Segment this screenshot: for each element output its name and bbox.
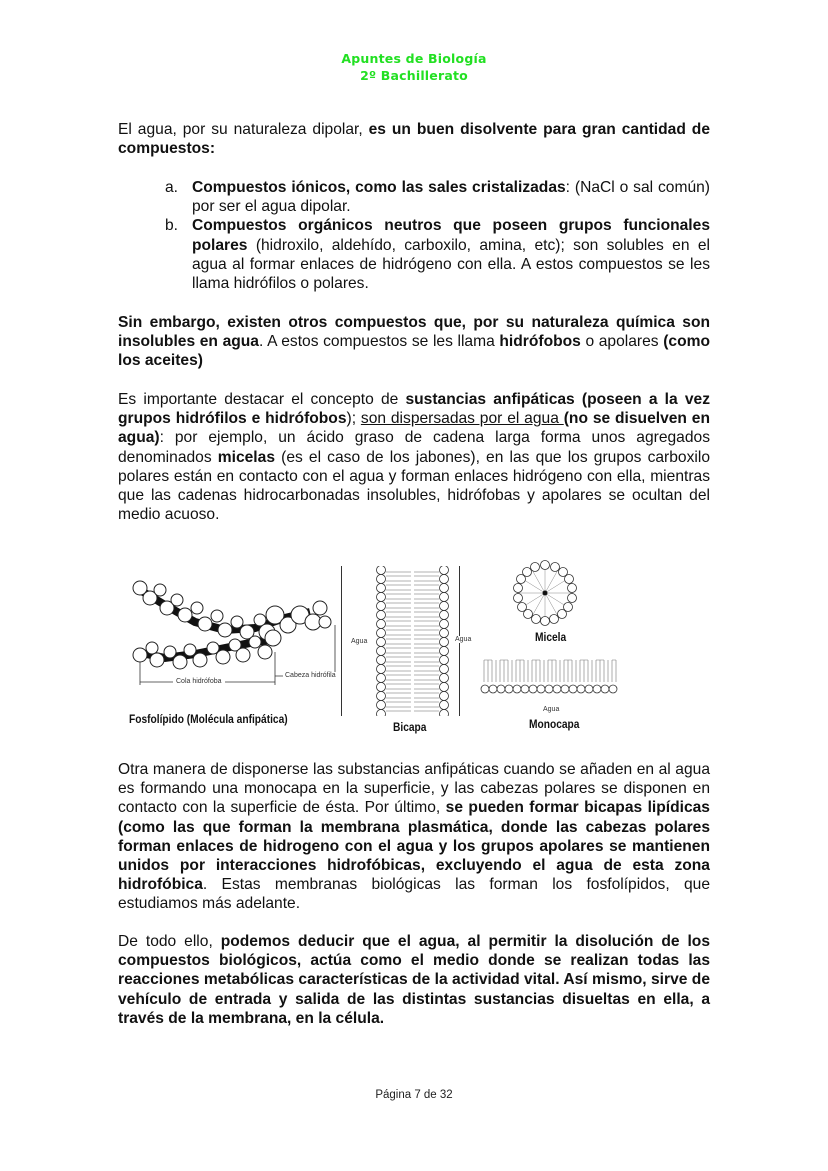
water-label-right: Agua — [455, 636, 472, 643]
header-title: Apuntes de Biología — [341, 51, 487, 66]
monolayer-bilayer-paragraph: Otra manera de disponerse las substancias anfipáticas cuando se añaden en al agua es formando una monocapa en la superficie, y las cabezas polares se disponen en contacto con la superficie de ésta. Por último, se pueden formar bicapas lipídicas (como las que forman la membrana plasmática, donde las cabezas polares forman enlaces de hidrogeno con el agua y los grupos apolares se mantienen unidos por interacciones hidrofóbicas, excluyendo el agua de esta zona hidrofóbica. Estas membranas biológicas las forman los fosfolípidos, que estudiamos más adelante. — [118, 761, 710, 913]
water-boundary-line — [341, 566, 342, 716]
lipid-bilayer-illustration — [375, 566, 450, 716]
head-label: Cabeza hidrófila — [285, 672, 336, 679]
micelle-caption: Micela — [535, 630, 567, 644]
phospholipid-caption: Fosfolípido (Molécula anfipática) — [129, 712, 288, 726]
document-header — [0, 50, 828, 84]
list-item: b. Compuestos orgánicos neutros que poseen grupos funcionales polares (hidroxilo, aldehído, carboxilo, amina, etc); son solubles en el agua al formar enlaces de hidrógeno con ella. A estos compuestos se les llama hidrófilos o polares. — [165, 217, 710, 293]
micelle-illustration — [510, 560, 580, 626]
monolayer-water-label: Agua — [543, 706, 560, 713]
header-subtitle: 2º Bachillerato — [360, 68, 468, 83]
intro-paragraph: El agua, por su naturaleza dipolar, es un buen disolvente para gran cantidad de compuestos: — [118, 121, 710, 158]
phospholipid-molecule-illustration — [125, 560, 340, 710]
compound-list — [165, 178, 710, 293]
monolayer-caption: Monocapa — [529, 717, 580, 731]
amphipathic-paragraph: Es importante destacar el concepto de sustancias anfipáticas (poseen a la vez grupos hidrófilos e hidrófobos); son dispersadas por el agua (no se disuelven en agua): por ejemplo, un ácido graso de cadena larga forma unos agregados denominados micelas (es el caso de los jabones), en las que los grupos carboxilo polares están en contacto con el agua y forman enlaces hidrógeno con ella, mientras que las cadenas hidrocarbonadas insolubles, hidrófobas y apolares se ocultan del medio acuoso. — [118, 391, 710, 524]
monolayer-illustration — [480, 658, 620, 700]
page-number: Página 7 de 32 — [375, 1089, 453, 1101]
bilayer-caption: Bicapa — [393, 720, 427, 734]
tail-label: Cola hidrófoba — [173, 678, 225, 685]
conclusion-paragraph: De todo ello, podemos deducir que el agua, al permitir la disolución de los compuestos biológicos, actúa como el medio donde se realizan todas las reacciones metabólicas características de la actividad vital. Así mismo, sirve de vehículo de entrada y salida de las distintas sustancias disueltas en ella, a través de la membrana, en la célula. — [118, 933, 710, 1027]
water-label-left: Agua — [351, 638, 368, 645]
amphipathic-structures-figure — [125, 560, 635, 740]
hydrophobic-paragraph: Sin embargo, existen otros compuestos que, por su naturaleza química son insolubles en agua. A estos compuestos se les llama hidrófobos o apolares (como los aceites) — [118, 314, 710, 370]
list-item: a. Compuestos iónicos, como las sales cristalizadas: (NaCl o sal común) por ser el agua dipolar. — [165, 179, 710, 216]
